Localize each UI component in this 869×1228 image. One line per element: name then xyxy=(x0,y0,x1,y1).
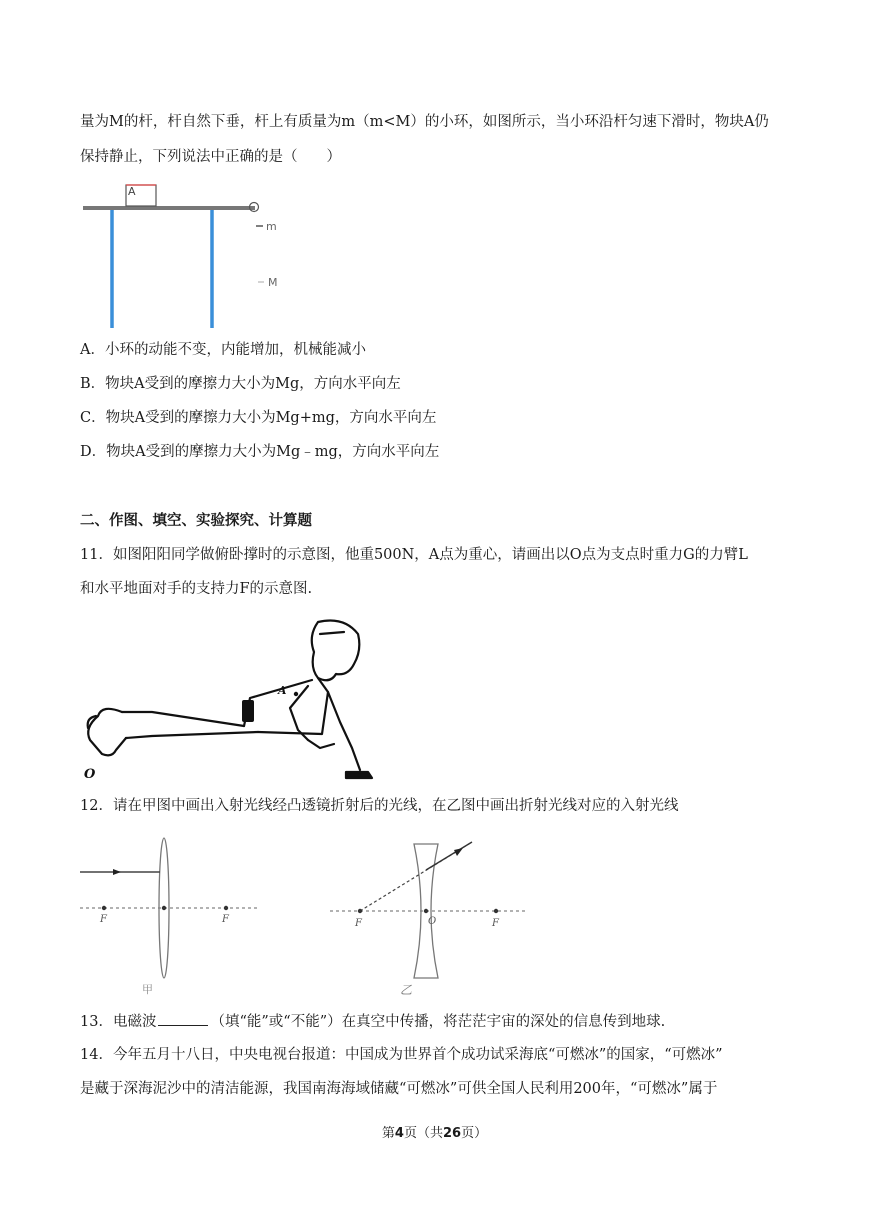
leg-upper xyxy=(122,712,244,726)
q12-convex-lens-figure xyxy=(80,832,280,997)
ray-arrow xyxy=(454,848,463,856)
center-o-label: O xyxy=(428,916,437,927)
footer-page-number: 4 xyxy=(394,1126,404,1141)
focus-right-label: F xyxy=(222,914,229,925)
focus-right-dot xyxy=(224,906,228,910)
head xyxy=(312,621,360,681)
lens-center-dot xyxy=(162,906,166,910)
q14-line2: 是藏于深海泥沙中的清洁能源，我国南海海域储藏“可燃冰”可供全国人民利用200年，“可燃冰”属于 xyxy=(80,1081,718,1097)
section-heading: 二、作图、填空、实验探究、计算题 xyxy=(80,513,312,529)
belt-dot xyxy=(294,692,298,696)
q10-stem-line1: 量为M的杆，杆自然下垂，杆上有质量为m（m<M）的小环，如图所示，当小环沿杆匀速下滑时，物块A仍 xyxy=(80,114,769,130)
focus-right-dot xyxy=(494,909,498,913)
q13-line xyxy=(80,1011,665,1032)
q13-answer-blank[interactable] xyxy=(158,1011,208,1026)
q13-prefix: 13．电磁波 xyxy=(80,1014,157,1030)
lens-center-dot xyxy=(424,909,428,913)
q12-line1: 12．请在甲图中画出入射光线经凸透镜折射后的光线，在乙图中画出折射光线对应的入射光线 xyxy=(80,798,679,814)
q10-option-c: C．物块A受到的摩擦力大小为Mg+mg，方向水平向左 xyxy=(80,410,437,426)
focus-left-label: F xyxy=(100,914,107,925)
q11-pushup-figure xyxy=(82,612,362,782)
block-a-label: A xyxy=(128,185,136,198)
focus-right-label: F xyxy=(492,918,499,929)
center-of-gravity-label: A xyxy=(278,684,287,697)
footer-prefix: 第 xyxy=(381,1126,395,1141)
focus-left-label: F xyxy=(355,918,362,929)
footer-middle: 页（共 xyxy=(403,1126,443,1141)
rod-m-label: M xyxy=(268,276,278,289)
q10-stem-line2: 保持静止，下列说法中正确的是（ ） xyxy=(80,149,341,165)
q10-option-d: D．物块A受到的摩擦力大小为Mg﹣mg，方向水平向左 xyxy=(80,444,440,460)
q10-option-a: A．小环的动能不变，内能增加，机械能减小 xyxy=(80,342,366,358)
q11-line1: 11．如图阳阳同学做俯卧撑时的示意图，他重500N，A点为重心，请画出以O点为支点时重力G的力臂L xyxy=(80,547,748,563)
q12-concave-lens-figure xyxy=(330,838,530,998)
ring-m-label: m xyxy=(266,220,277,233)
leg-lower xyxy=(126,732,258,738)
focus-left-dot xyxy=(102,906,106,910)
hair-line xyxy=(320,632,344,634)
footer-total-pages: 26 xyxy=(442,1126,462,1141)
figure-jia-caption: 甲 xyxy=(142,983,153,996)
hand xyxy=(346,772,372,778)
ray-arrow xyxy=(113,869,121,875)
figure-yi-caption: 乙 xyxy=(400,983,413,997)
arm-right xyxy=(328,692,360,770)
q11-line2: 和水平地面对手的支持力F的示意图. xyxy=(80,581,313,597)
page-footer xyxy=(0,1122,869,1141)
hip-shade xyxy=(242,700,254,722)
table-top xyxy=(83,206,255,210)
focus-left-dot xyxy=(358,909,362,913)
forearm xyxy=(308,740,334,748)
pivot-o-label: O xyxy=(84,767,96,782)
refracted-ray xyxy=(426,842,472,870)
q10-option-b: B．物块A受到的摩擦力大小为Mg，方向水平向左 xyxy=(80,376,401,392)
q14-line1: 14．今年五月十八日，中央电视台报道：中国成为世界首个成功试采海底“可燃冰”的国家，“可燃冰” xyxy=(80,1047,723,1063)
arm-left xyxy=(290,686,308,740)
q13-suffix: （填“能”或“不能”）在真空中传播，将茫茫宇宙的深处的信息传到地球. xyxy=(210,1014,666,1030)
q10-figure xyxy=(80,178,280,333)
footer-suffix: 页） xyxy=(461,1126,488,1141)
